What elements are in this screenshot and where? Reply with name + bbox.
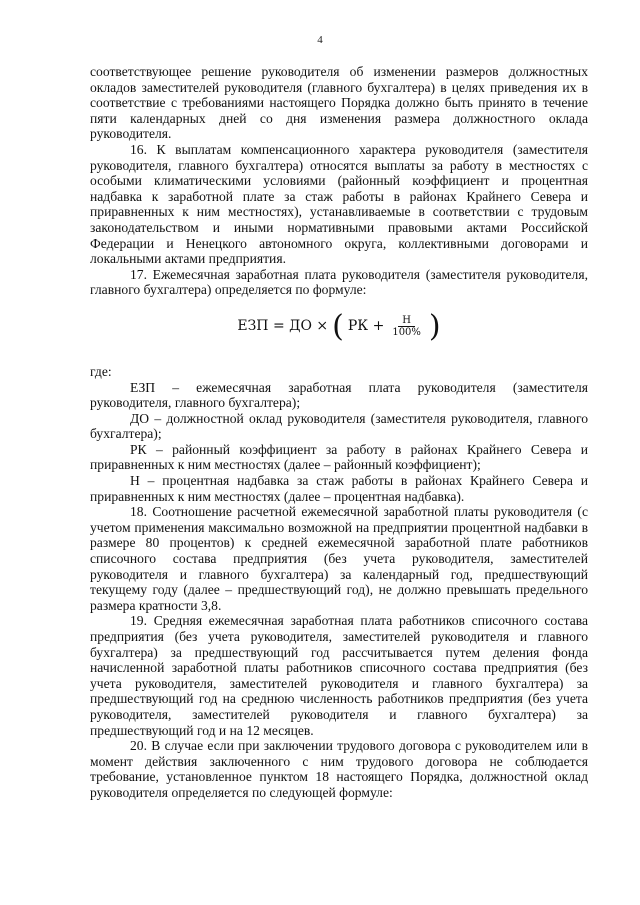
formula-denominator: 100%: [392, 327, 421, 339]
page-number: 4: [317, 34, 323, 46]
definition-n: Н – процентная надбавка за стаж работы в районах Крайнего Севера и приравненных к ним местностях (далее – процентная надбавка).: [90, 473, 588, 504]
formula-numerator: Н: [398, 315, 415, 327]
formula-term: РК +: [347, 318, 385, 335]
paragraph-20: 20. В случае если при заключении трудового договора с руководителем или в момент действия заключенного с ним трудового договора не соблюдается требование, установленное пунктом 18 настоящего Порядка, должностной оклад руководителя определяется по следующей формуле:: [90, 738, 588, 800]
paragraph-18: 18. Соотношение расчетной ежемесячной заработной платы руководителя (с учетом применения максимально возможной на предприятии процентной надбавки в размере 80 процентов) к средней ежемесячной заработной плате работников списочного состава предприятия (без учета руководителя, заместителей руководителя и главного бухгалтера) за календарный год, предшествующий текущему году (далее – предшествующий год), не должно превышать предельного размера кратности 3,8.: [90, 504, 588, 613]
salary-formula: [90, 308, 588, 352]
formula-close-paren: ): [428, 308, 441, 344]
where-label: где:: [90, 363, 112, 379]
definition-rk: РК – районный коэффициент за работу в районах Крайнего Севера и приравненных к ним местностях (далее – районный коэффициент);: [90, 441, 588, 473]
formula-open-paren: (: [332, 308, 344, 344]
document-body: [90, 64, 588, 801]
paragraph-17: 17. Ежемесячная заработная плата руководителя (заместителя руководителя, главного бухгалтера) определяется по формуле:: [90, 266, 588, 298]
definition-do: ДО – должностной оклад руководителя (заместителя руководителя, главного бухгалтера);: [90, 410, 588, 442]
formula-lhs: ЕЗП = ДО ×: [237, 318, 329, 335]
definition-ezp: ЕЗП – ежемесячная заработная плата руководителя (заместителя руководителя, главного бухгалтера);: [90, 379, 588, 411]
intro-paragraph: соответствующее решение руководителя об изменении размеров должностных окладов заместителей руководителя (главного бухгалтера) в целях приведения их в соответствие с требованиями настоящего Порядка должно быть принято в течение пяти календарных дней со дня изменения размера должностного оклада руководителя.: [90, 64, 588, 142]
paragraph-16: 16. К выплатам компенсационного характера руководителя (заместителя руководителя, главного бухгалтера) относятся выплаты за работу в местностях с особыми климатическими условиями (районный коэффициент и процентная надбавка к заработной плате за стаж работы в районах Крайнего Севера и приравненных к ним местностях), устанавливаемые в соответствии с трудовым законодательством и иными нормативными правовыми актами Российской Федерации и Ненецкого автономного округа, коллективными договорами и локальными актами предприятия.: [90, 141, 588, 267]
paragraph-19: 19. Средняя ежемесячная заработная плата работников списочного состава предприятия (без учета руководителя, заместителей руководителя и главного бухгалтера) за предшествующий год рассчитывается путем деления фонда начисленной заработной платы работников списочного состава предприятия (без учета руководителя, заместителей руководителя и главного бухгалтера) за предшествующий год на среднюю численность работников предприятия (без учета руководителя, заместителей руководителя и главного бухгалтера) за предшествующий год и на 12 месяцев.: [90, 613, 588, 738]
formula-fraction: [390, 315, 423, 338]
